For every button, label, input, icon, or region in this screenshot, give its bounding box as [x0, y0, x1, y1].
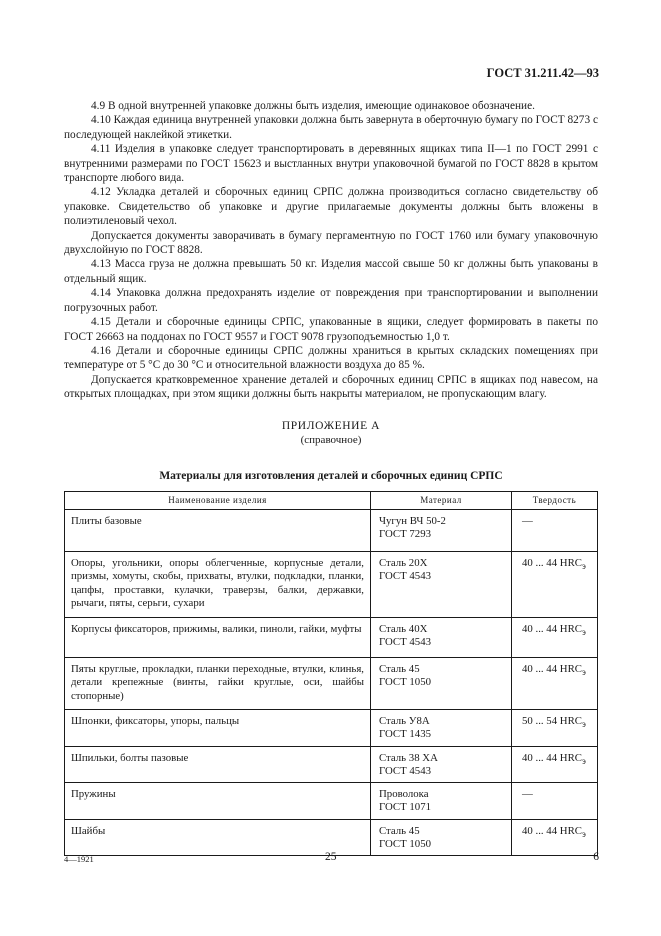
hardness-value: 50 ... 54 HRC	[522, 715, 582, 727]
table-row	[65, 658, 598, 710]
hardness-value: —	[522, 788, 533, 801]
hardness-value: 40 ... 44 HRC	[522, 557, 582, 569]
material-standard: ГОСТ 4543	[379, 570, 431, 583]
header-material: Материал	[371, 492, 512, 510]
paragraph-4-12-note: Допускается документы заворачивать в бумагу пергаментную по ГОСТ 1760 или бумагу упаковочную двухслойную по ГОСТ 8828.	[64, 229, 598, 257]
hardness-unit: э	[582, 667, 586, 678]
row-hardness	[512, 783, 598, 820]
material-grade: Сталь 45	[379, 663, 420, 675]
print-order-mark: 4—1921	[64, 854, 94, 864]
paragraph-4-11: 4.11 Изделия в упаковке следует транспортировать в деревянных ящиках типа II—1 по ГОСТ 2991 с внутренними размерами по ГОСТ 15623 и выстланных внутри упаковочной бумагой по ГОСТ 8828 в крытом транспорте любого вида.	[64, 143, 598, 185]
row-hardness	[512, 510, 598, 552]
material-standard: ГОСТ 7293	[379, 528, 431, 541]
row-name: Шайбы	[65, 819, 371, 856]
page-number-right: 6	[593, 851, 599, 863]
row-material	[371, 710, 512, 747]
hardness-unit: э	[582, 719, 586, 730]
material-grade: Сталь У8А	[379, 715, 430, 727]
paragraph-4-14: 4.14 Упаковка должна предохранять изделие от повреждения при транспортировании и выполнении погрузочных работ.	[64, 287, 598, 314]
hardness-value: 40 ... 44 HRC	[522, 751, 582, 764]
row-hardness	[512, 819, 598, 856]
header-hardness: Твердость	[512, 492, 598, 510]
materials-table	[64, 491, 598, 856]
hardness-value: —	[522, 515, 533, 527]
row-material	[371, 783, 512, 820]
hardness-unit: э	[582, 627, 586, 638]
material-standard: ГОСТ 1050	[379, 838, 431, 851]
table-row	[65, 618, 598, 658]
row-hardness	[512, 552, 598, 618]
appendix-title: ПРИЛОЖЕНИЕ А	[281, 420, 381, 432]
table-row	[65, 710, 598, 747]
paragraph-4-9: 4.9 В одной внутренней упаковке должны быть изделия, имеющие одинаковое обозначение.	[91, 100, 535, 112]
hardness-value: 40 ... 44 HRC	[522, 824, 582, 837]
document-code: ГОСТ 31.211.42—93	[486, 66, 599, 80]
paragraph-4-10: 4.10 Каждая единица внутренней упаковки должна быть завернута в оберточную бумагу по ГОСТ 8273 с последующей наклейкой этикетки.	[64, 114, 598, 141]
paragraph-4-16-note: Допускается кратковременное хранение деталей и сборочных единиц СРПС в ящиках под навесом, на открытых площадках, при этом ящики должны быть накрыты материалом, не пропускающим влагу.	[64, 373, 598, 401]
hardness-value: 40 ... 44 HRC	[522, 663, 582, 675]
row-material	[371, 618, 512, 658]
row-material	[371, 552, 512, 618]
body-text	[64, 99, 598, 402]
material-standard: ГОСТ 1071	[379, 801, 431, 814]
row-name: Опоры, угольники, опоры облегченные, корпусные детали, призмы, хомуты, скобы, прихваты, втулки, подкладки, планки, цапфы, проставки, кулачки, траверзы, балки, державки, рычаги, пяты, серьги, сухари	[65, 552, 371, 618]
paragraph-4-13: 4.13 Масса груза не должна превышать 50 кг. Изделия массой свыше 50 кг должны быть упакованы в отдельный ящик.	[64, 258, 598, 285]
hardness-value: 40 ... 44 HRC	[522, 623, 582, 635]
table-row	[65, 746, 598, 783]
table-header-row	[65, 492, 598, 510]
hardness-unit: э	[582, 828, 586, 839]
material-standard: ГОСТ 4543	[379, 636, 431, 649]
table-row	[65, 552, 598, 618]
hardness-unit: э	[582, 755, 586, 766]
page-number-center: 25	[325, 851, 337, 863]
row-name: Пружины	[65, 783, 371, 820]
row-hardness	[512, 710, 598, 747]
material-grade: Чугун ВЧ 50-2	[379, 515, 446, 527]
paragraph-4-12: 4.12 Укладка деталей и сборочных единиц СРПС должна производиться согласно свидетельству об упаковке. Свидетельство об упаковке и другие прилагаемые документы должны быть вложены в полиэтиленовый чехол.	[64, 186, 598, 228]
appendix-subtitle: (справочное)	[300, 434, 362, 446]
row-name: Пяты круглые, прокладки, планки переходные, втулки, клинья, детали крепежные (винты, гайки круглые, оси, шайбы стопорные)	[65, 658, 371, 710]
hardness-unit: э	[582, 561, 586, 572]
material-grade: Проволока	[379, 788, 429, 801]
material-standard: ГОСТ 1435	[379, 728, 431, 741]
material-grade: Сталь 45	[379, 824, 420, 837]
row-hardness	[512, 618, 598, 658]
row-name: Шпильки, болты пазовые	[65, 746, 371, 783]
material-standard: ГОСТ 1050	[379, 676, 431, 689]
row-material	[371, 658, 512, 710]
paragraph-4-15: 4.15 Детали и сборочные единицы СРПС, упакованные в ящики, следует формировать в пакеты по ГОСТ 26663 на поддонах по ГОСТ 9557 и ГОСТ 9078 грузоподъемностью 1,0 т.	[64, 316, 598, 343]
table-row	[65, 510, 598, 552]
table-row	[65, 783, 598, 820]
material-grade: Сталь 40Х	[379, 623, 428, 635]
paragraph-4-16: 4.16 Детали и сборочные единицы СРПС должны храниться в крытых складских помещениях при температуре от 5 °С до 30 °С и относительной влажности воздуха до 85 %.	[64, 344, 598, 372]
row-name: Шпонки, фиксаторы, упоры, пальцы	[65, 710, 371, 747]
header-name: Наименование изделия	[65, 492, 371, 510]
table-title: Материалы для изготовления деталей и сборочных единиц СРПС	[159, 470, 503, 482]
material-grade: Сталь 20Х	[379, 557, 428, 569]
row-hardness	[512, 746, 598, 783]
row-material	[371, 510, 512, 552]
row-name: Корпусы фиксаторов, прижимы, валики, пиноли, гайки, муфты	[65, 618, 371, 658]
row-material	[371, 819, 512, 856]
row-name: Плиты базовые	[65, 510, 371, 552]
row-material	[371, 746, 512, 783]
material-standard: ГОСТ 4543	[379, 764, 431, 777]
row-hardness	[512, 658, 598, 710]
material-grade: Сталь 38 ХА	[379, 751, 438, 764]
